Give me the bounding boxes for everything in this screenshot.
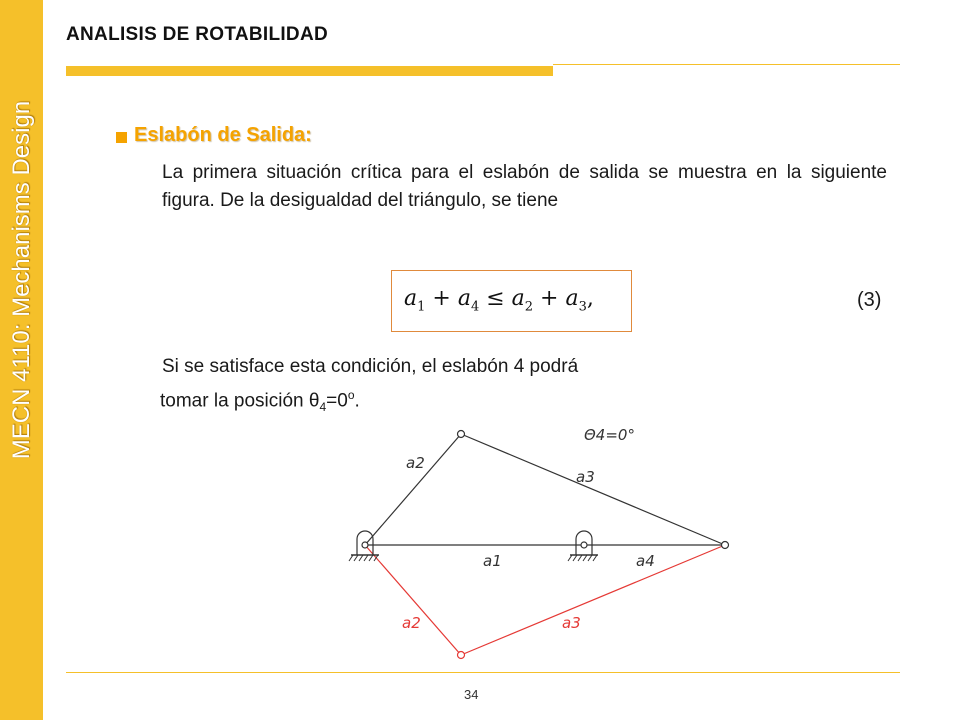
label-a3-lower: a3	[562, 614, 581, 632]
label-a2-lower: a2	[402, 614, 421, 632]
link-a2-lower	[365, 545, 461, 655]
link-a3-upper	[461, 434, 725, 545]
equation-box	[391, 270, 632, 332]
paragraph-1: La primera situación crítica para el eslabón de salida se muestra en la siguiente figura. De la desigualdad del triángulo, se tiene	[162, 162, 887, 211]
page-number: 34	[464, 687, 479, 702]
joint-bottom	[458, 652, 465, 659]
label-a4: a4	[636, 552, 655, 570]
equation-number: (3)	[857, 289, 882, 311]
linkage-diagram	[340, 410, 760, 670]
link-a2-upper	[365, 434, 461, 545]
paragraph-2-line-1: Si se satisface esta condición, el eslabón 4 podrá	[162, 356, 579, 377]
label-a2-upper: a2	[406, 454, 425, 472]
bullet-square-icon	[116, 132, 127, 143]
label-a1: a1	[483, 552, 502, 570]
title-underline-bar	[66, 66, 553, 76]
course-label: MECN 4110: Mechanisms Design	[8, 100, 35, 460]
slide-title: ANALISIS DE ROTABILIDAD	[66, 24, 328, 45]
bullet-heading: Eslabón de Salida:	[134, 124, 312, 146]
title-underline-rule	[553, 64, 900, 65]
footer-rule	[66, 672, 900, 673]
angle-label: Θ4=0°	[584, 426, 635, 444]
paragraph-2-line-2: tomar la posición $\theta_4=0^o$.	[160, 388, 360, 415]
joint-right	[722, 542, 729, 549]
joint-top	[458, 431, 465, 438]
equation: $a_1 + a_4 \le a_2 + a_3$,	[404, 286, 594, 315]
label-a3-upper: a3	[576, 468, 595, 486]
ground-pivot-right-icon	[568, 531, 598, 561]
